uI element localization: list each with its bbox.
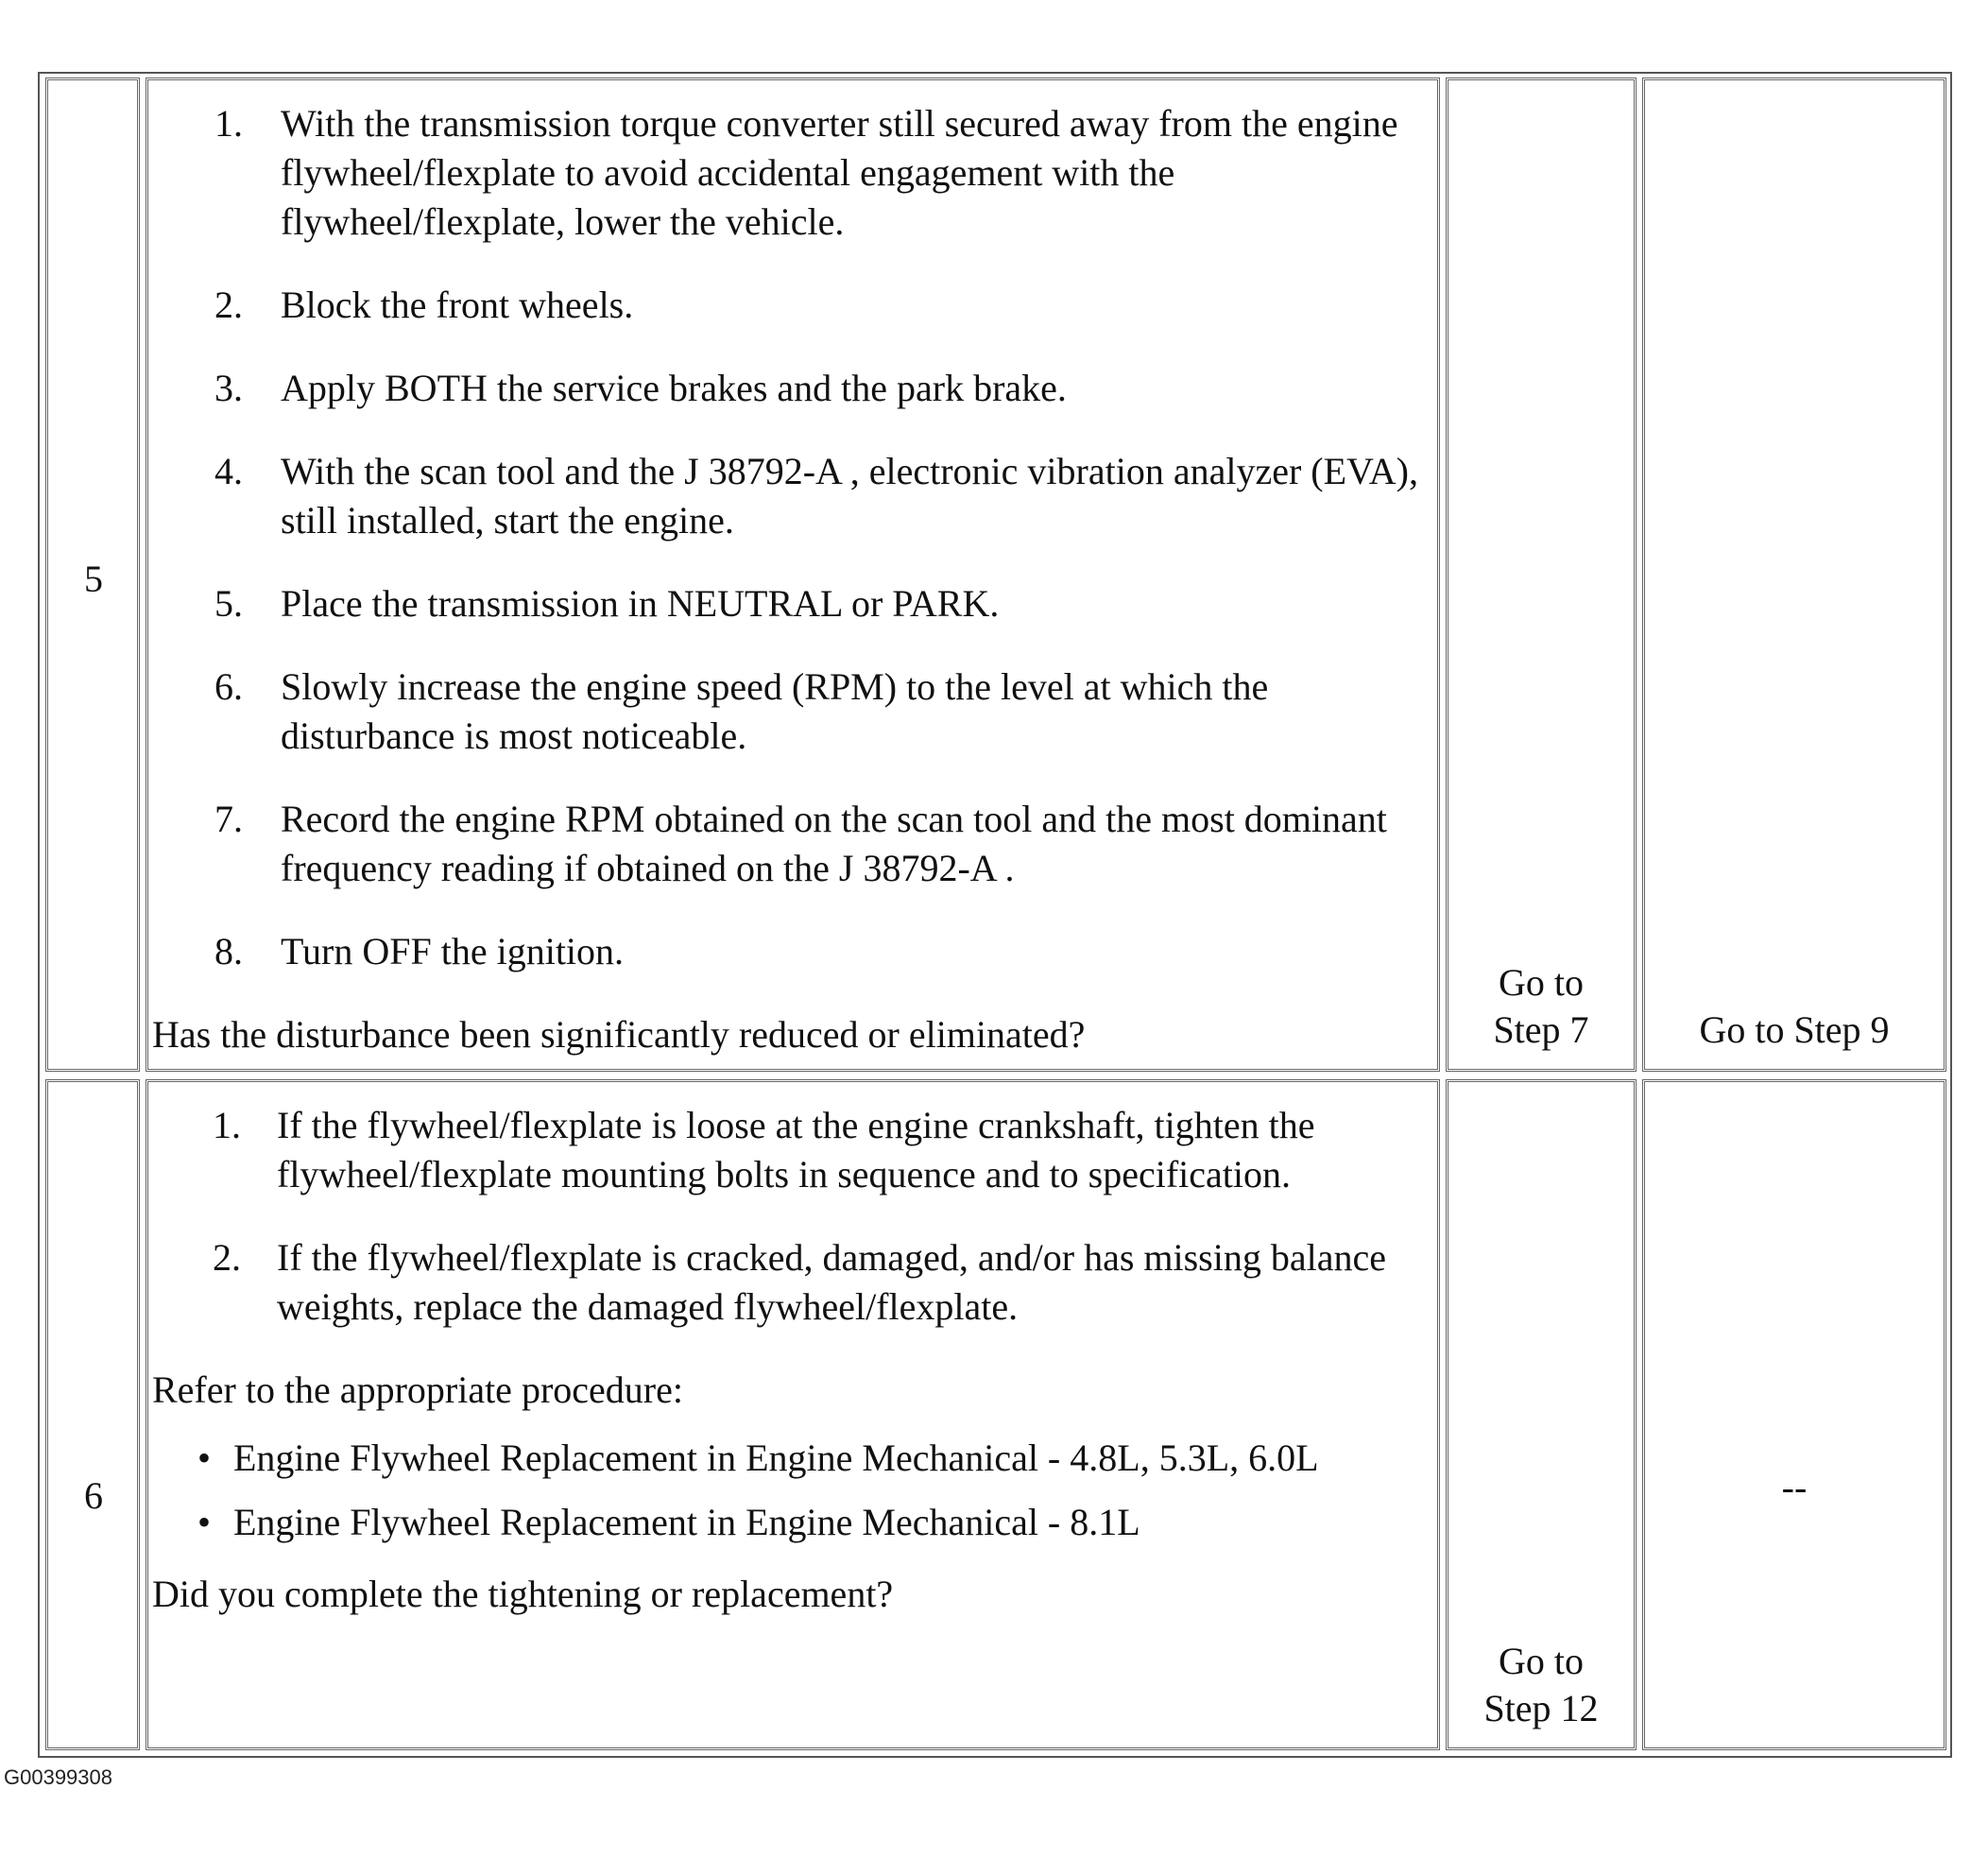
step-question: Did you complete the tightening or replacement? — [152, 1573, 894, 1615]
action-step — [152, 281, 1428, 330]
step-number: 5 — [84, 558, 103, 600]
yes-cell — [1446, 77, 1637, 1072]
step-number: 6 — [84, 1474, 103, 1517]
no-cell — [1642, 1079, 1946, 1750]
step-question: Has the disturbance been significantly reduced or eliminated? — [152, 1013, 1086, 1056]
no-cell — [1642, 77, 1946, 1072]
yes-result-line: Go to — [1499, 1640, 1584, 1682]
action-step-number: 3. — [214, 367, 243, 409]
action-step-number: 1. — [214, 102, 243, 145]
procedure-link[interactable] — [152, 1498, 1428, 1547]
yes-result — [1448, 959, 1634, 1054]
yes-result — [1448, 1638, 1634, 1732]
action-step — [152, 447, 1428, 545]
action-step-text: Turn OFF the ignition. — [281, 930, 625, 972]
yes-result-line: Step 12 — [1483, 1687, 1599, 1729]
yes-result-line: Step 7 — [1493, 1008, 1589, 1051]
table-row-step-5 — [45, 77, 1946, 1072]
yes-result-line: Go to — [1499, 961, 1584, 1004]
action-steps-list — [152, 1101, 1428, 1332]
action-step-text: If the flywheel/flexplate is loose at the engine crankshaft, tighten the flywheel/flexplate mounting bolts in sequence and to specification. — [277, 1104, 1315, 1196]
action-step-text: Block the front wheels. — [281, 284, 634, 326]
no-result: Go to Step 9 — [1699, 1008, 1890, 1051]
action-step-text: With the scan tool and the J 38792-A , electronic vibration analyzer (EVA), still installed, start the engine. — [281, 450, 1418, 542]
action-cell — [146, 1079, 1440, 1750]
action-step-number: 6. — [214, 665, 243, 708]
action-step — [152, 364, 1428, 413]
procedure-link-text[interactable]: Engine Flywheel Replacement in Engine Mechanical - 4.8L, 5.3L, 6.0L — [233, 1437, 1319, 1479]
action-step-text: Slowly increase the engine speed (RPM) to the level at which the disturbance is most noticeable. — [281, 665, 1269, 757]
action-step — [152, 662, 1428, 761]
procedure-link[interactable] — [152, 1434, 1428, 1483]
bullet-icon: • — [197, 1437, 212, 1479]
action-step-number: 7. — [214, 798, 243, 840]
action-step-number: 1. — [213, 1104, 241, 1146]
yes-cell — [1446, 1079, 1637, 1750]
action-step — [152, 1233, 1428, 1332]
action-step-text: Apply BOTH the service brakes and the park brake. — [281, 367, 1067, 409]
action-step — [152, 1101, 1428, 1199]
step-cell — [45, 77, 140, 1072]
no-result: -- — [1781, 1466, 1808, 1508]
action-step-number: 5. — [214, 582, 243, 625]
action-cell — [146, 77, 1440, 1072]
action-step-text: If the flywheel/flexplate is cracked, damaged, and/or has missing balance weights, replace the damaged flywheel/flexplate. — [277, 1236, 1386, 1328]
action-step — [152, 795, 1428, 893]
procedure-link-text[interactable]: Engine Flywheel Replacement in Engine Mechanical - 8.1L — [233, 1501, 1140, 1543]
action-step — [152, 99, 1428, 247]
refer-text: Refer to the appropriate procedure: — [152, 1368, 683, 1411]
action-step-text: Place the transmission in NEUTRAL or PARK. — [281, 582, 1000, 625]
action-step-text: Record the engine RPM obtained on the scan tool and the most dominant frequency reading if obtained on the J 38792-A . — [281, 798, 1387, 889]
action-content — [152, 99, 1428, 1059]
action-step-text: With the transmission torque converter still secured away from the engine flywheel/flexplate to avoid accidental engagement with the flywheel/flexplate, lower the vehicle. — [281, 102, 1398, 243]
procedure-links-list — [152, 1434, 1428, 1547]
action-steps-list — [152, 99, 1428, 976]
step-cell — [45, 1079, 140, 1750]
table-row-step-6 — [45, 1079, 1946, 1750]
action-step — [152, 927, 1428, 976]
action-step-number: 8. — [214, 930, 243, 972]
figure-id: G00399308 — [4, 1765, 112, 1789]
action-step-number: 4. — [214, 450, 243, 492]
action-content — [152, 1101, 1428, 1619]
action-step-number: 2. — [214, 284, 243, 326]
bullet-icon: • — [197, 1501, 212, 1543]
action-step — [152, 579, 1428, 628]
diagnostic-table — [38, 72, 1952, 1758]
action-step-number: 2. — [213, 1236, 241, 1279]
